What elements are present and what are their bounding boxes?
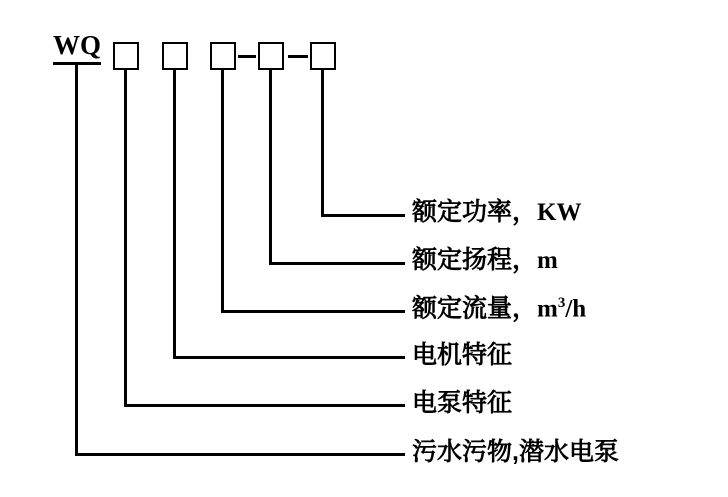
separator-dash-2 bbox=[288, 55, 308, 58]
separator-dash-1 bbox=[238, 55, 256, 58]
callout-rated-flow bbox=[412, 296, 586, 321]
callout-pump-feature: 电泵特征 bbox=[412, 389, 513, 417]
leader-hline-rated-power bbox=[321, 214, 405, 217]
box-4 bbox=[258, 42, 284, 70]
leader-vline-rated-power bbox=[321, 70, 324, 216]
callout-motor-feature: 电机特征 bbox=[412, 341, 513, 369]
callout-rated-head bbox=[412, 248, 558, 273]
callout-rated-flow-unit: m bbox=[537, 295, 558, 323]
box-5 bbox=[310, 42, 336, 70]
leader-hline-rated-head bbox=[269, 262, 405, 265]
model-prefix-label: WQ bbox=[53, 30, 102, 60]
callout-rated-power-unit: KW bbox=[537, 199, 582, 226]
box-3 bbox=[210, 42, 236, 70]
callout-sewage-pump: 污水污物,潜水电泵 bbox=[412, 438, 619, 466]
callout-rated-power-label: 额定功率， bbox=[412, 198, 538, 226]
leader-vline-sewage-pump bbox=[75, 62, 78, 455]
leader-hline-sewage-pump bbox=[75, 453, 405, 456]
leader-vline-motor-feature bbox=[173, 70, 176, 358]
callout-rated-power bbox=[412, 200, 581, 225]
box-1 bbox=[113, 42, 139, 70]
callout-rated-flow-unit2: /h bbox=[565, 295, 587, 323]
callout-rated-head-unit: m bbox=[537, 247, 558, 274]
callout-rated-flow-exponent: 3 bbox=[557, 295, 566, 311]
callout-rated-head-label: 额定扬程， bbox=[412, 246, 538, 274]
box-2 bbox=[162, 42, 188, 70]
callout-rated-flow-label: 额定流量， bbox=[412, 294, 538, 323]
leader-vline-rated-flow bbox=[221, 70, 224, 312]
leader-vline-rated-head bbox=[269, 70, 272, 264]
leader-hline-pump-feature bbox=[124, 404, 405, 407]
leader-hline-rated-flow bbox=[221, 310, 405, 313]
leader-hline-motor-feature bbox=[173, 356, 405, 359]
leader-vline-pump-feature bbox=[124, 70, 127, 406]
